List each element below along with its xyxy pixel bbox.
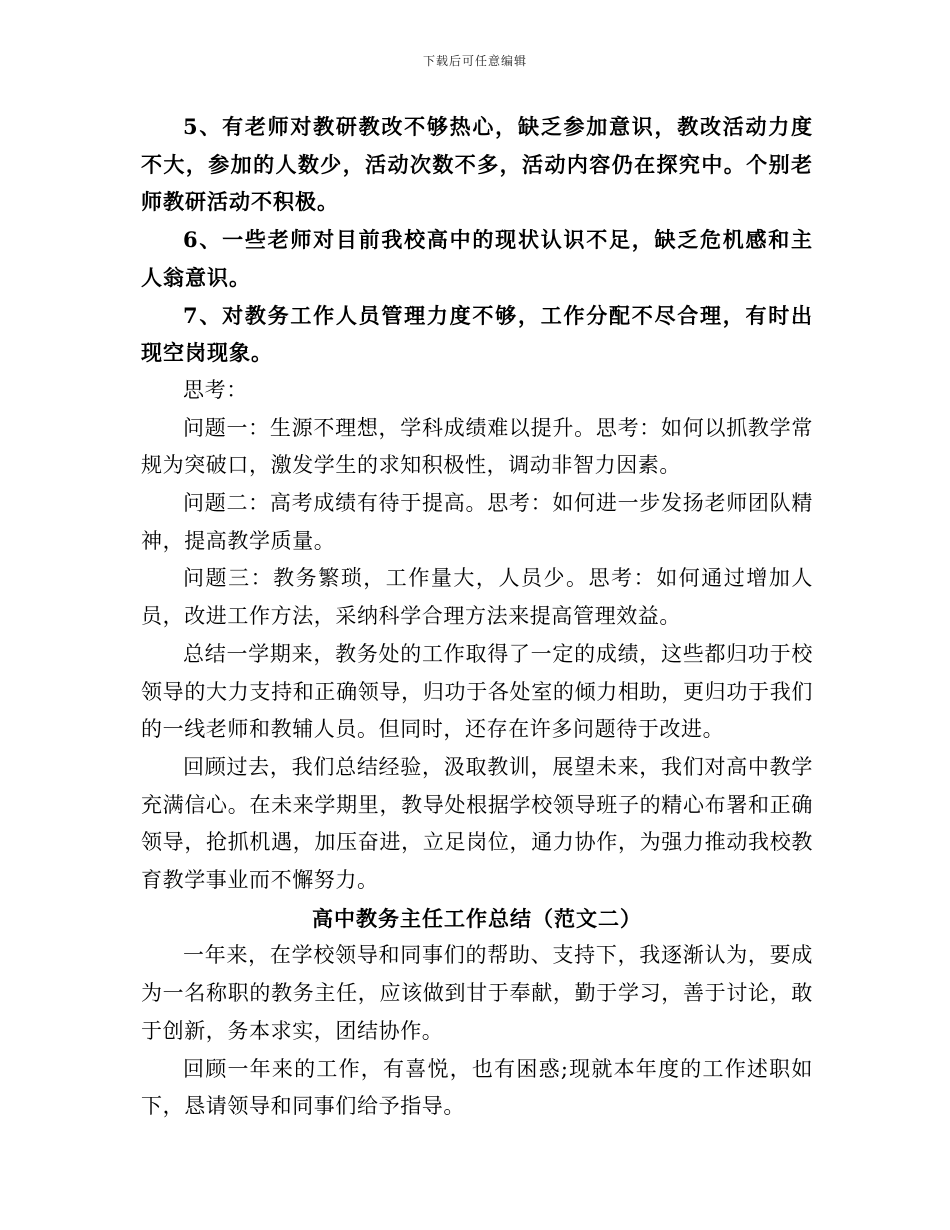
paragraph-issue-6: 6、一些老师对目前我校高中的现状认识不足，缺乏危机感和主人翁意识。 [141,227,813,290]
paragraph-issue-7: 7、对教务工作人员管理力度不够，工作分配不尽合理，有时出现空岗现象。 [141,302,813,366]
paragraph-problem-1: 问题一：生源不理想，学科成绩难以提升。思考：如何以抓教学常规为突破口，激发学生的求知积极性，调动非智力因素。 [141,415,813,478]
section-title: 高中教务主任工作总结（范文二） [312,905,642,931]
page-header: 下载后可任意编辑 [422,54,527,68]
paragraph-review: 回顾过去，我们总结经验，汲取教训，展望未来，我们对高中教学充满信心。在未来学期里，教导处根据学校领导班子的精心布署和正确领导，抢抓机遇，加压奋进，立足岗位，通力协作，为强力推动我校教育教学事业而不懈努力。 [141,754,813,893]
paragraph-review-year: 回顾一年来的工作，有喜悦，也有困惑;现就本年度的工作述职如下，恳请领导和同事们给予指导。 [141,1056,813,1119]
paragraph-summary: 总结一学期来，教务处的工作取得了一定的成绩，这些都归功于校领导的大力支持和正确领导，归功于各处室的倾力相助，更归功于我们的一线老师和教辅人员。但同时，还存在许多问题待于改进。 [141,641,813,742]
paragraph-thinking-label: 思考： [183,377,248,402]
paragraph-problem-3: 问题三：教务繁琐，工作量大，人员少。思考：如何通过增加人员，改进工作方法，采纳科学合理方法来提高管理效益。 [141,566,813,629]
paragraph-intro: 一年来，在学校领导和同事们的帮助、支持下，我逐渐认为，要成为一名称职的教务主任，应该做到甘于奉献，勤于学习，善于讨论，敢于创新，务本求实，团结协作。 [141,943,813,1043]
paragraph-issue-5: 5、有老师对教研教改不够热心，缺乏参加意识，教改活动力度不大，参加的人数少，活动次数不多，活动内容仍在探究中。个别老师教研活动不积极。 [141,114,813,215]
paragraph-problem-2: 问题二：高考成绩有待于提高。思考：如何进一步发扬老师团队精神，提高教学质量。 [141,491,813,553]
document-body [141,108,813,1126]
